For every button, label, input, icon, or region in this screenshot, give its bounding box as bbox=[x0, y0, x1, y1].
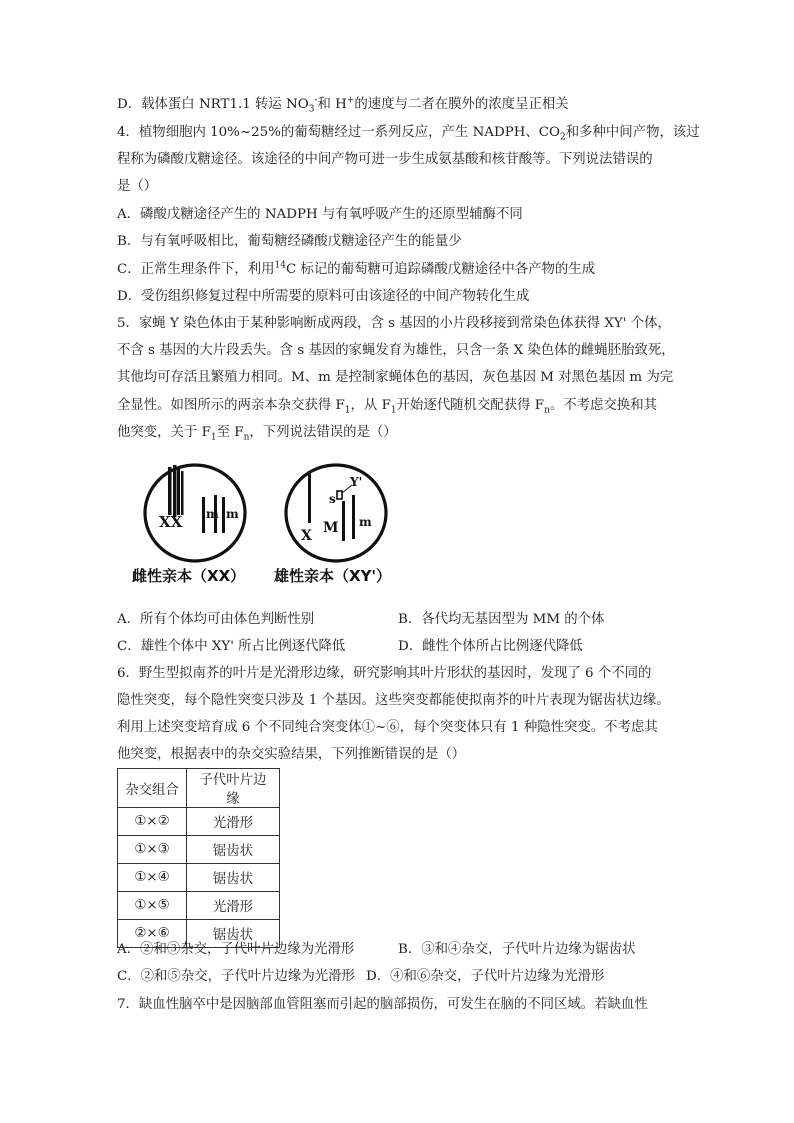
q5-stem-line-2: 不含 s 基因的大片段丢失。含 s 基因的家蝇发育为雄性，只含一条 X 染色体的雌蝇胚胎致死， bbox=[117, 343, 675, 358]
table-cell: 锯齿状 bbox=[187, 864, 280, 892]
male-label-M: M bbox=[323, 520, 339, 536]
table-row bbox=[118, 864, 280, 892]
male-label-y-prime: Y' bbox=[350, 475, 363, 489]
q4-stem-line-2: 程称为磷酸戊糖途径。该途径的中间产物可进一步生成氨基酸和核苷酸等。下列说法错误的 bbox=[117, 152, 653, 167]
table-cell: ①×③ bbox=[118, 836, 187, 864]
male-label-x: X bbox=[301, 528, 312, 544]
q5-stem-line-1: 5．家蝇 Y 染色体由于某种影响断成两段，含 s 基因的小片段移接到常染色体获得 XY' 个体， bbox=[117, 316, 671, 331]
q4-option-b: B．与有氧呼吸相比，葡萄糖经磷酸戊糖途径产生的能量少 bbox=[117, 234, 462, 249]
q6-option-b: B．③和④杂交，子代叶片边缘为锯齿状 bbox=[398, 942, 636, 957]
q7-stem-line-1: 7．缺血性脑卒中是因脑部血管阻塞而引起的脑部损伤，可发生在脑的不同区域。若缺血性 bbox=[117, 997, 648, 1012]
table-cell: ①×② bbox=[118, 808, 187, 836]
table-header: 杂交组合 bbox=[118, 769, 187, 808]
q4-option-a: A．磷酸戊糖途径产生的 NADPH 与有氧呼吸产生的还原型辅酶不同 bbox=[117, 207, 523, 222]
q6-option-c: C．②和⑤杂交，子代叶片边缘为光滑形 bbox=[117, 969, 355, 984]
table-header: 子代叶片边缘 bbox=[187, 769, 280, 808]
table-cell: 光滑形 bbox=[187, 808, 280, 836]
male-cell bbox=[286, 465, 386, 561]
female-caption: 雌性亲本（XX） bbox=[132, 567, 246, 585]
table-header-row bbox=[118, 769, 280, 808]
q6-stem-line-3: 利用上述突变培育成 6 个不同纯合突变体①~⑥，每个突变体只有 1 种隐性突变。不考虑其 bbox=[117, 720, 658, 735]
q6-stem-line-4: 他突变，根据表中的杂交实验结果，下列推断错误的是（） bbox=[117, 747, 466, 762]
table-cell: ②×⑥ bbox=[118, 920, 187, 948]
table-cell: 锯齿状 bbox=[187, 920, 280, 948]
table-cell: ①×④ bbox=[118, 864, 187, 892]
q4-stem-line-1: 4．植物细胞内 10%~25%的葡萄糖经过一系列反应，产生 NADPH、$CO_2$和多种中间产物，该过 bbox=[117, 125, 700, 143]
q6-option-d: D．④和⑥杂交，子代叶片边缘为光滑形 bbox=[366, 969, 605, 984]
female-label-xx: XX bbox=[159, 513, 183, 531]
q3-option-d: D．载体蛋白 NRT1.1 转运 $NO_3^-$和 H+的速度与二者在膜外的浓度呈正相关 bbox=[117, 95, 569, 115]
table-cell: ①×⑤ bbox=[118, 892, 187, 920]
q4-option-d: D．受伤组织修复过程中所需要的原料可由该途径的中间产物转化生成 bbox=[117, 289, 530, 304]
male-label-s: s bbox=[329, 492, 336, 506]
chromosome-figure bbox=[130, 455, 410, 595]
q5-stem-line-4: 全显性。如图所示的两亲本杂交获得 $F_1$，从 $F_1$开始逐代随机交配获得 $F_n$。不考虑交换和其 bbox=[117, 398, 657, 416]
male-caption: 雄性亲本（XY'） bbox=[274, 567, 392, 585]
table-row bbox=[118, 808, 280, 836]
table-cell: 锯齿状 bbox=[187, 836, 280, 864]
q4-option-c: C．正常生理条件下，利用$^{14}$C 标记的葡萄糖可追踪磷酸戊糖途径中各产物的生成 bbox=[117, 260, 596, 277]
q6-stem-line-1: 6．野生型拟南芥的叶片是光滑形边缘，研究影响其叶片形状的基因时，发现了 6 个不同的 bbox=[117, 666, 652, 681]
table-cell: 光滑形 bbox=[187, 892, 280, 920]
q5-option-a: A．所有个体均可由体色判断性别 bbox=[117, 612, 315, 627]
q5-stem-line-5: 他突变，关于 $F_1$至 $F_n$，下列说法错误的是（） bbox=[117, 425, 397, 443]
q6-option-a: A．②和③杂交，子代叶片边缘为光滑形 bbox=[117, 942, 355, 957]
q5-stem-line-3: 其他均可存活且繁殖力相同。M、m 是控制家蝇体色的基因，灰色基因 M 对黑色基因 m 为完 bbox=[117, 370, 674, 385]
q4-stem-line-3: 是（） bbox=[117, 179, 158, 194]
female-label-m2: m bbox=[226, 507, 239, 521]
table-row bbox=[118, 836, 280, 864]
cross-results-table bbox=[117, 768, 280, 948]
chromosome-diagram bbox=[130, 455, 410, 565]
q5-option-b: B．各代均无基因型为 MM 的个体 bbox=[398, 612, 605, 627]
male-label-m: m bbox=[359, 515, 372, 529]
q6-stem-line-2: 隐性突变，每个隐性突变只涉及 1 个基因。这些突变都能使拟南芥的叶片表现为锯齿状边缘。 bbox=[117, 693, 670, 708]
table-row bbox=[118, 892, 280, 920]
q5-option-d: D．雌性个体所占比例逐代降低 bbox=[398, 639, 583, 654]
female-label-m1: m bbox=[206, 507, 219, 521]
q5-option-c: C．雄性个体中 XY' 所占比例逐代降低 bbox=[117, 639, 346, 654]
